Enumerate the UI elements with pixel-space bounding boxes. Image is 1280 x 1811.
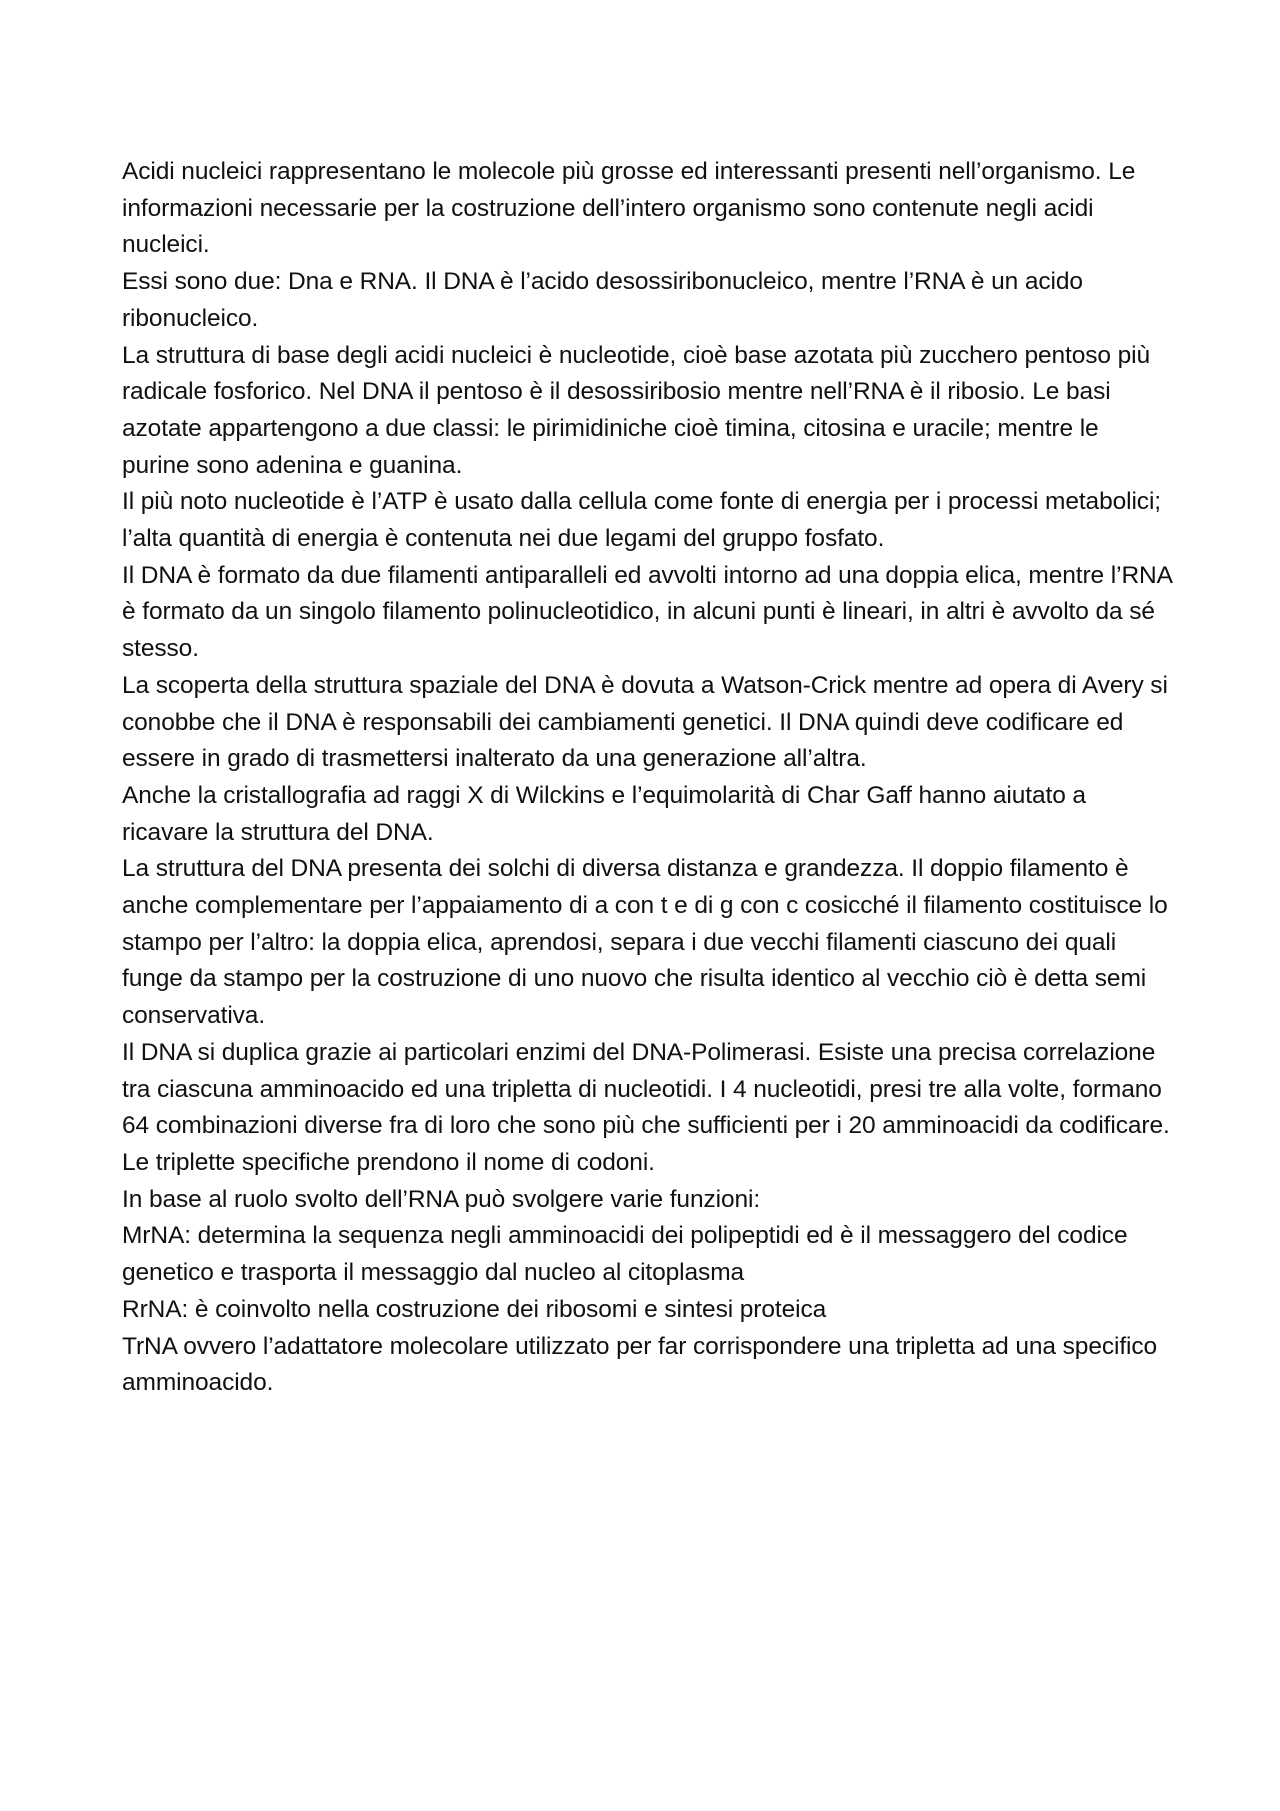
paragraph-rrna: RrNA: è coinvolto nella costruzione dei ribosomi e sintesi proteica (122, 1295, 827, 1323)
paragraph-acidi-nucleici: Acidi nucleici rappresentano le molecole più grosse ed interessanti presenti nell’organismo. Le informazioni necessarie per la costruzione dell’intero organismo sono contenute negli acidi nucleici. (122, 158, 1136, 259)
paragraph-doppia-elica: Il DNA è formato da due filamenti antiparalleli ed avvolti intorno ad una doppia elica, mentre l’RNA è formato da un singolo filamento polinucleotidico, in alcuni punti è lineari, in altri è avvolto da sé stesso. (122, 561, 1172, 663)
paragraph-trna: TrNA ovvero l’adattatore molecolare utilizzato per far corrispondere una tripletta ad una specifico amminoacido. (122, 1332, 1158, 1397)
paragraph-mrna: MrNA: determina la sequenza negli amminoacidi dei polipeptidi ed è il messaggero del codice genetico e trasporta il messaggio dal nucleo al citoplasma (122, 1222, 1128, 1287)
paragraph-duplicazione: Il DNA si duplica grazie ai particolari enzimi del DNA-Polimerasi. Esiste una precisa correlazione tra ciascuna amminoacido ed una tripletta di nucleotidi. I 4 nucleotidi, presi tre alla volte, formano 64 combinazioni diverse fra di loro che sono più che sufficienti per i 20 amminoacidi da codificare. Le triplette specifiche prendono il nome di codoni. (122, 1038, 1170, 1176)
paragraph-dna-rna: Essi sono due: Dna e RNA. Il DNA è l’acido desossiribonucleico, mentre l’RNA è un acido ribonucleico. (122, 268, 1083, 332)
paragraph-scoperta: La scoperta della struttura spaziale del DNA è dovuta a Watson-Crick mentre ad opera di Avery si conobbe che il DNA è responsabili dei cambiamenti genetici. Il DNA quindi deve codificare ed essere in grado di trasmettersi inalterato da una generazione all’altra. (122, 671, 1168, 773)
paragraph-cristallografia: Anche la cristallografia ad raggi X di Wilckins e l’equimolarità di Char Gaff hanno aiutato a ricavare la struttura del DNA. (122, 781, 1086, 846)
document-body (122, 154, 1172, 1402)
paragraph-funzioni-rna: In base al ruolo svolto dell’RNA può svolgere varie funzioni: (122, 1185, 761, 1213)
paragraph-struttura-base: La struttura di base degli acidi nucleici è nucleotide, cioè base azotata più zucchero pentoso più radicale fosforico. Nel DNA il pentoso è il desossiribosio mentre nell’RNA è il ribosio. Le basi azotate appartengono a due classi: le pirimidiniche cioè timina, citosina e uracile; mentre le purine sono adenina e guanina. (122, 341, 1151, 479)
paragraph-solchi: La struttura del DNA presenta dei solchi di diversa distanza e grandezza. Il doppio filamento è anche complementare per l’appaiamento di a con t e di g con c cosicché il filamento costituisce lo stampo per l’altro: la doppia elica, aprendosi, separa i due vecchi filamenti ciascuno dei quali funge da stampo per la costruzione di uno nuovo che risulta identico al vecchio ciò è detta semi conservativa. (122, 855, 1168, 1030)
paragraph-atp: Il più noto nucleotide è l’ATP è usato dalla cellula come fonte di energia per i processi metabolici; l’alta quantità di energia è contenuta nei due legami del gruppo fosfato. (122, 488, 1162, 553)
